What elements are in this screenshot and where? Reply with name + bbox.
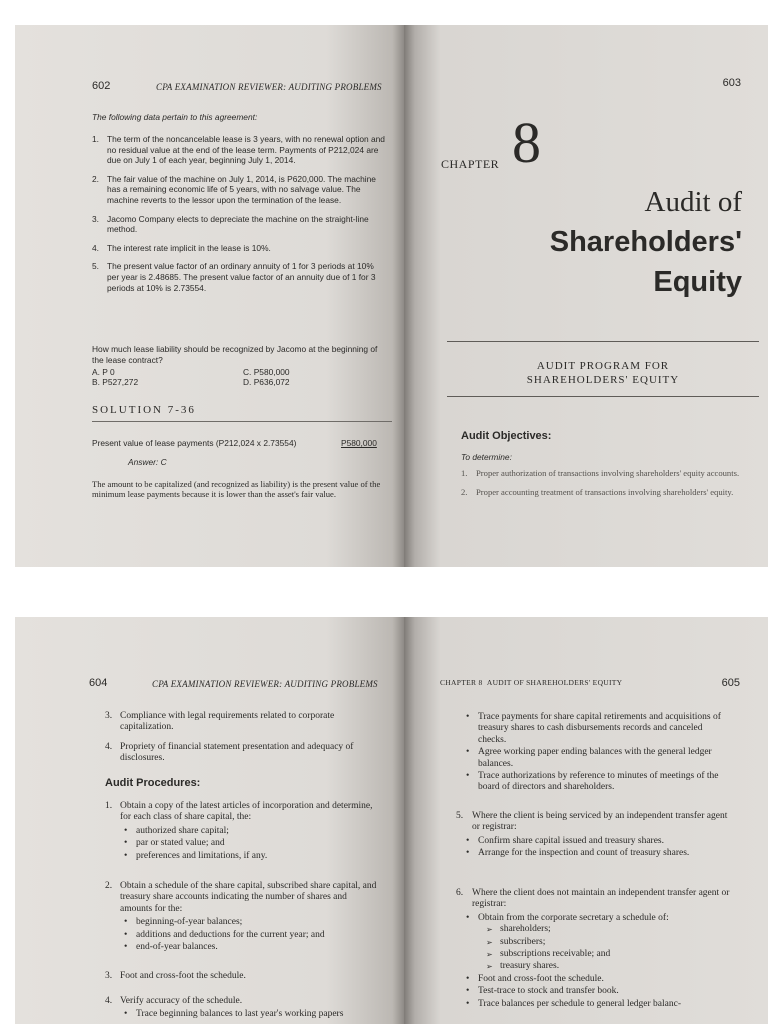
list-item: ➢ subscribers;: [486, 937, 732, 948]
list-item: [462, 913, 732, 973]
procedure-1: 1. Obtain a copy of the latest articles of incorporation and determine, for each class of share capital, the: • authorized share capital; • par or stated value; and • preferences and limitations, if any.: [105, 801, 380, 863]
choice-b: B. P527,272: [92, 377, 139, 387]
chapter-label: CHAPTER: [441, 157, 500, 171]
page-number: 603: [722, 77, 741, 89]
bullet-list: [462, 913, 732, 1010]
procedure-text: Foot and cross-foot the schedule.: [120, 971, 246, 981]
list-item: • additions and deductions for the current year; and: [120, 930, 380, 941]
list-item: • Trace authorizations by reference to minutes of meetings of the board of directors and shareholders.: [462, 771, 724, 794]
list-item: 4. Propriety of financial statement presentation and adequacy of disclosures.: [105, 741, 354, 764]
data-intro: The following data pertain to this agreement:: [92, 112, 258, 122]
explanation-text: The amount to be capitalized (and recognized as liability) is the present value of the minimum lease payments because it is lower than the asset's fair value.: [92, 479, 381, 500]
procedures-heading: Audit Procedures:: [105, 777, 201, 789]
list-item: 4. The interest rate implicit in the lease is 10%.: [92, 242, 271, 253]
book-spread-bottom: [15, 617, 768, 1024]
procedure-text: Where the client does not maintain an independent transfer agent or registrar:: [472, 888, 730, 910]
objectives-cont-list: [105, 711, 377, 773]
list-item: • par or stated value; and: [120, 838, 380, 849]
list-item: • authorized share capital;: [120, 826, 380, 837]
solution-title: SOLUTION 7-36: [92, 404, 196, 416]
list-item: ➢ subscriptions receivable; and: [486, 949, 732, 960]
list-item: 1. The term of the noncancelable lease is 3 years, with no renewal option and no residual value at the end of the lease term. Payments of P212,024 are due on July 1 of each year, beginning July 1, 2014.: [92, 134, 385, 166]
list-item: • Trace payments for share capital retirements and acquisitions of treasury shares to cash disbursements records and canceled checks.: [462, 712, 724, 746]
page-603: [404, 25, 768, 567]
page-number: 602: [92, 80, 111, 92]
list-item: • Foot and cross-foot the schedule.: [462, 974, 732, 985]
procedure-text: Where the client is being serviced by an independent transfer agent or registrar:: [472, 811, 728, 833]
title-line-2: Shareholders': [549, 226, 742, 258]
list-item: 2. Proper accounting treatment of transactions involving shareholders' equity.: [461, 486, 734, 497]
choice-c: C. P580,000: [243, 367, 290, 377]
chapter-tag: CHAPTER 8: [440, 678, 483, 687]
choice-d: D. P636,072: [243, 377, 290, 387]
procedure-text: Obtain a schedule of the share capital, subscribed share capital, and treasury share accounts indicating the number of shares and amounts for the:: [120, 881, 377, 914]
running-head: CPA EXAMINATION REVIEWER: AUDITING PROBLEMS: [152, 679, 378, 689]
list-item: 2. The fair value of the machine on July 1, 2014, is P620,000. The machine has a remaining economic life of 5 years, with no salvage value. The machine reverts to the lessor upon the termination of the lease.: [92, 173, 376, 205]
page-number: 605: [721, 677, 740, 689]
running-title: AUDIT OF SHAREHOLDERS' EQUITY: [486, 678, 623, 687]
title-line-1: Audit of: [644, 186, 742, 218]
procedure-lead: Obtain from the corporate secretary a schedule of:: [478, 912, 669, 923]
page-604: [15, 617, 404, 1024]
procedure-5: 5. Where the client is being serviced by an independent transfer agent or registrar: • Confirm share capital issued and treasury shares. • Arrange for the inspection and count of treasury shares.: [456, 811, 732, 861]
procedure-text: Obtain a copy of the latest articles of incorporation and determine, for each class of share capital, the:: [120, 801, 373, 823]
pv-value: P580,000: [341, 438, 377, 448]
list-item: 3. Compliance with legal requirements related to corporate capitalization.: [105, 711, 335, 733]
objectives-heading: Audit Objectives:: [461, 430, 552, 442]
list-item: • beginning-of-year balances;: [120, 917, 380, 928]
solution-divider: [92, 421, 392, 422]
list-item: • Trace balances per schedule to general ledger balanc-: [462, 999, 732, 1010]
list-item: • Confirm share capital issued and treasury shares.: [462, 836, 732, 847]
answer-text: Answer: C: [128, 457, 167, 467]
list-item: 1. Proper authorization of transactions involving shareholders' equity accounts.: [461, 468, 740, 478]
list-item: 3. Jacomo Company elects to depreciate the machine on the straight-line method.: [92, 213, 369, 235]
arrow-list: [486, 924, 732, 973]
list-item: 5. The present value factor of an ordinary annuity of 1 for 3 periods at 10% per year is 2.48685. The present value factor of an annuity due of 1 for 3 periods at 10% is 2.73554.: [92, 261, 376, 293]
procedure-4: 4. Verify accuracy of the schedule. • Trace beginning balances to last year's working papers: [105, 996, 380, 1022]
program-rule-bottom: [447, 396, 759, 397]
running-head: CPA EXAMINATION REVIEWER: AUDITING PROBLEMS: [156, 82, 382, 92]
bullet-list: [462, 712, 724, 795]
book-spread-top: [15, 25, 768, 567]
list-item: • Trace beginning balances to last year's working papers: [120, 1009, 380, 1020]
procedure-6: 6. Where the client does not maintain an independent transfer agent or registrar: • Obtain from the corporate secretary a schedule of: ➢ shareholders; ➢ subscribers; ➢ subscriptions receivable; and ➢ treasury shares. • Foot and cross-foot the schedule. • Test-trace to stock and transfer book. • Trace balances per schedule to general ledger balanc-: [456, 888, 732, 1011]
pv-label: Present value of lease payments (P212,024 x 2.73554): [92, 438, 297, 448]
page-number: 604: [89, 677, 108, 689]
procedure-3: 3. Foot and cross-foot the schedule.: [105, 971, 246, 981]
page-605: [404, 617, 768, 1024]
procedure-text: Verify accuracy of the schedule.: [120, 996, 243, 1006]
program-line-1: AUDIT PROGRAM FOR: [536, 360, 670, 372]
list-item: • Arrange for the inspection and count of treasury shares.: [462, 848, 732, 859]
procedure-2: 2. Obtain a schedule of the share capital, subscribed share capital, and treasury share accounts indicating the number of shares and amounts for the: • beginning-of-year balances; • additions and deductions for the current year; and • end-of-year balances.: [105, 881, 380, 954]
list-item: • end-of-year balances.: [120, 942, 380, 953]
list-item: ➢ treasury shares.: [486, 961, 732, 972]
bullet-list: [120, 1009, 380, 1020]
program-rule-top: [447, 341, 759, 342]
bullet-list: [120, 826, 380, 862]
choice-a: A. P 0: [92, 367, 115, 377]
chapter-number: 8: [512, 110, 541, 175]
bullet-list: [120, 917, 380, 953]
list-item: • Test-trace to stock and transfer book.: [462, 986, 732, 997]
objectives-list: [461, 468, 751, 506]
program-heading: [447, 359, 759, 387]
program-line-2: SHAREHOLDERS' EQUITY: [526, 374, 680, 386]
list-item: ➢ shareholders;: [486, 924, 732, 935]
running-head: [440, 678, 622, 687]
title-line-3: Equity: [653, 266, 742, 298]
lease-data-list: [92, 134, 388, 301]
list-item: • Agree working paper ending balances with the general ledger balances.: [462, 747, 724, 770]
list-item: • preferences and limitations, if any.: [120, 851, 380, 862]
page-602: [15, 25, 404, 567]
question-text: How much lease liability should be recognized by Jacomo at the beginning of the lease contract?: [92, 344, 378, 365]
bullet-list: [462, 836, 732, 860]
to-determine: To determine:: [461, 452, 512, 462]
